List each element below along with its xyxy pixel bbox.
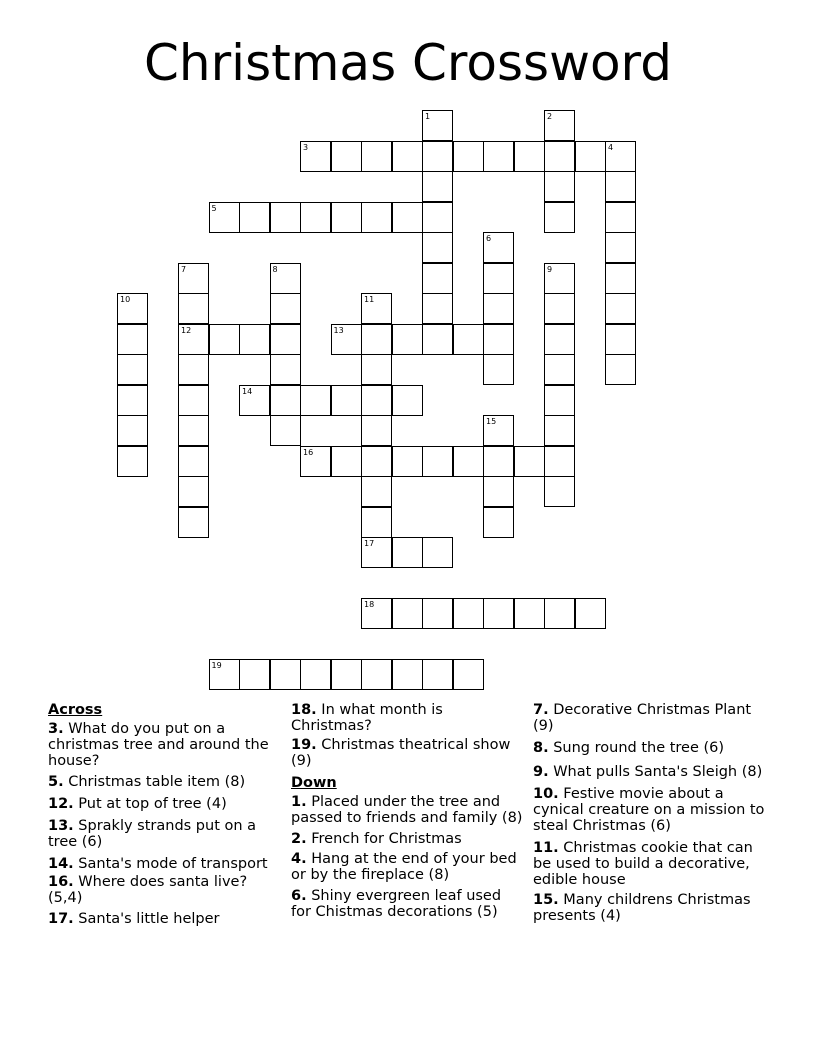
grid-cell bbox=[239, 659, 270, 690]
grid-cell bbox=[544, 263, 575, 294]
grid-cell bbox=[483, 141, 514, 172]
clue-down-2: 2. French for Christmas bbox=[291, 831, 462, 847]
grid-cell bbox=[483, 476, 514, 507]
grid-cell bbox=[270, 263, 301, 294]
grid-cell bbox=[270, 659, 301, 690]
cell-number: 8 bbox=[272, 264, 278, 274]
grid-cell bbox=[361, 659, 392, 690]
grid-cell bbox=[483, 232, 514, 263]
cell-number: 5 bbox=[211, 203, 217, 213]
grid-cell bbox=[361, 385, 392, 416]
grid-cell bbox=[361, 415, 392, 446]
grid-cell bbox=[300, 659, 331, 690]
grid-cell bbox=[575, 598, 606, 629]
grid-cell bbox=[178, 324, 209, 355]
cell-number: 4 bbox=[608, 142, 614, 152]
grid-cell bbox=[483, 598, 514, 629]
grid-cell bbox=[392, 141, 423, 172]
grid-cell bbox=[544, 293, 575, 324]
grid-cell bbox=[361, 293, 392, 324]
clue-across-13: 13. Sprakly strands put on a tree (6) bbox=[48, 818, 257, 850]
grid-cell bbox=[361, 202, 392, 233]
grid-cell bbox=[209, 324, 240, 355]
grid-cell bbox=[300, 202, 331, 233]
grid-cell bbox=[300, 141, 331, 172]
grid-cell bbox=[422, 324, 453, 355]
grid-cell bbox=[270, 415, 301, 446]
grid-cell bbox=[544, 385, 575, 416]
grid-cell bbox=[361, 354, 392, 385]
grid-cell bbox=[605, 263, 636, 294]
grid-cell bbox=[178, 385, 209, 416]
grid-cell bbox=[422, 598, 453, 629]
grid-cell bbox=[605, 202, 636, 233]
clue-across-17: 17. Santa's little helper bbox=[48, 911, 220, 927]
cell-number: 19 bbox=[211, 661, 222, 670]
clue-across-19: 19. Christmas theatrical show (9) bbox=[291, 737, 511, 769]
grid-cell bbox=[178, 293, 209, 324]
grid-cell bbox=[178, 263, 209, 294]
grid-cell bbox=[422, 171, 453, 202]
grid-cell bbox=[270, 202, 301, 233]
grid-cell bbox=[483, 354, 514, 385]
grid-cell bbox=[270, 293, 301, 324]
cell-number: 16 bbox=[303, 447, 314, 457]
grid-cell bbox=[331, 446, 362, 477]
grid-cell bbox=[544, 202, 575, 233]
grid-cell bbox=[605, 171, 636, 202]
grid-cell bbox=[331, 141, 362, 172]
grid-cell bbox=[605, 354, 636, 385]
grid-cell bbox=[605, 141, 636, 172]
clue-down-15: 15. Many childrens Christmas presents (4) bbox=[533, 892, 751, 924]
grid-cell bbox=[422, 659, 453, 690]
grid-cell bbox=[605, 232, 636, 263]
grid-cell bbox=[544, 354, 575, 385]
cell-number: 7 bbox=[181, 264, 187, 274]
grid-cell bbox=[331, 659, 362, 690]
grid-cell bbox=[422, 141, 453, 172]
grid-cell bbox=[361, 324, 392, 355]
grid-cell bbox=[483, 324, 514, 355]
across-heading: Across bbox=[48, 702, 103, 718]
grid-cell bbox=[392, 202, 423, 233]
grid-cell bbox=[575, 141, 606, 172]
grid-cell bbox=[483, 263, 514, 294]
down-heading: Down bbox=[291, 775, 337, 791]
grid-cell bbox=[392, 385, 423, 416]
grid-cell bbox=[117, 354, 148, 385]
grid-cell bbox=[392, 598, 423, 629]
grid-cell bbox=[270, 324, 301, 355]
grid-cell bbox=[361, 476, 392, 507]
cell-number: 6 bbox=[486, 234, 492, 243]
grid-cell bbox=[422, 263, 453, 294]
grid-cell bbox=[453, 446, 484, 477]
grid-cell bbox=[209, 202, 240, 233]
grid-cell bbox=[270, 385, 301, 416]
grid-cell bbox=[331, 385, 362, 416]
cell-number: 3 bbox=[303, 142, 309, 152]
clues-column-1 bbox=[48, 702, 280, 932]
cell-number: 2 bbox=[547, 112, 553, 121]
page-title: Christmas Crossword bbox=[144, 34, 672, 92]
grid-cell bbox=[422, 293, 453, 324]
cell-number: 12 bbox=[181, 325, 192, 335]
cell-number: 15 bbox=[486, 417, 497, 426]
clue-down-9: 9. What pulls Santa's Sleigh (8) bbox=[533, 764, 763, 780]
grid-cell bbox=[544, 110, 575, 141]
grid-cell bbox=[453, 659, 484, 690]
grid-cell bbox=[514, 598, 545, 629]
grid-cell bbox=[178, 476, 209, 507]
grid-cell bbox=[239, 202, 270, 233]
cell-number: 11 bbox=[364, 295, 375, 304]
grid-cell bbox=[117, 385, 148, 416]
clue-down-7: 7. Decorative Christmas Plant (9) bbox=[533, 702, 752, 734]
clue-down-6: 6. Shiny evergreen leaf used for Chistmas decorations (5) bbox=[291, 888, 502, 920]
cell-number: 18 bbox=[364, 600, 375, 609]
clue-down-1: 1. Placed under the tree and passed to friends and family (8) bbox=[291, 794, 523, 826]
grid-cell bbox=[544, 446, 575, 477]
grid-cell bbox=[544, 141, 575, 172]
clue-across-12: 12. Put at top of tree (4) bbox=[48, 796, 227, 812]
grid-cell bbox=[483, 507, 514, 538]
clues-column-3 bbox=[533, 702, 765, 929]
grid-cell bbox=[270, 354, 301, 385]
clue-across-18: 18. In what month is Christmas? bbox=[291, 702, 443, 734]
grid-cell bbox=[483, 415, 514, 446]
grid-cell bbox=[453, 141, 484, 172]
grid-cell bbox=[117, 415, 148, 446]
grid-cell bbox=[422, 232, 453, 263]
grid-cell bbox=[514, 446, 545, 477]
cell-number: 9 bbox=[547, 264, 553, 274]
cell-number: 1 bbox=[425, 112, 431, 121]
cell-number: 17 bbox=[364, 539, 375, 548]
grid-cell bbox=[605, 324, 636, 355]
clues-column-2 bbox=[291, 702, 523, 925]
grid-cell bbox=[392, 659, 423, 690]
grid-cell bbox=[422, 202, 453, 233]
grid-cell bbox=[514, 141, 545, 172]
grid-cell bbox=[178, 415, 209, 446]
grid-cell bbox=[239, 324, 270, 355]
grid-cell bbox=[422, 446, 453, 477]
clue-across-16: 16. Where does santa live? (5,4) bbox=[48, 874, 248, 906]
grid-cell bbox=[117, 293, 148, 324]
grid-cell bbox=[453, 598, 484, 629]
grid-cell bbox=[483, 293, 514, 324]
cell-number: 13 bbox=[333, 325, 344, 335]
clue-down-11: 11. Christmas cookie that can be used to build a decorative, edible house bbox=[533, 840, 753, 888]
grid-cell bbox=[178, 354, 209, 385]
grid-cell bbox=[392, 446, 423, 477]
grid-cell bbox=[544, 598, 575, 629]
grid-cell bbox=[361, 598, 392, 629]
cell-number: 10 bbox=[120, 295, 131, 304]
grid-cell bbox=[544, 171, 575, 202]
grid-cell bbox=[178, 507, 209, 538]
grid-cell bbox=[178, 446, 209, 477]
grid-cell bbox=[331, 324, 362, 355]
clue-across-14: 14. Santa's mode of transport bbox=[48, 856, 268, 872]
clue-across-5: 5. Christmas table item (8) bbox=[48, 774, 246, 790]
grid-cell bbox=[544, 324, 575, 355]
clue-down-8: 8. Sung round the tree (6) bbox=[533, 740, 725, 756]
grid-cell bbox=[300, 385, 331, 416]
grid-cell bbox=[392, 537, 423, 568]
grid-cell bbox=[605, 293, 636, 324]
grid-cell bbox=[392, 324, 423, 355]
grid-cell bbox=[117, 324, 148, 355]
grid-cell bbox=[422, 110, 453, 141]
grid-cell bbox=[483, 446, 514, 477]
grid-cell bbox=[453, 324, 484, 355]
grid-cell bbox=[544, 476, 575, 507]
clue-across-3: 3. What do you put on a christmas tree and around the house? bbox=[48, 721, 269, 769]
grid-cell bbox=[422, 537, 453, 568]
cell-number: 14 bbox=[242, 386, 253, 396]
grid-cell bbox=[544, 415, 575, 446]
grid-cell bbox=[300, 446, 331, 477]
grid-cell bbox=[331, 202, 362, 233]
grid-cell bbox=[117, 446, 148, 477]
grid-cell bbox=[361, 507, 392, 538]
grid-cell bbox=[209, 659, 240, 690]
grid-cell bbox=[361, 141, 392, 172]
clue-down-10: 10. Festive movie about a cynical creature on a mission to steal Christmas (6) bbox=[533, 786, 765, 834]
grid-cell bbox=[361, 446, 392, 477]
grid-cell bbox=[361, 537, 392, 568]
grid-cell bbox=[239, 385, 270, 416]
clue-down-4: 4. Hang at the end of your bed or by the fireplace (8) bbox=[291, 851, 517, 883]
